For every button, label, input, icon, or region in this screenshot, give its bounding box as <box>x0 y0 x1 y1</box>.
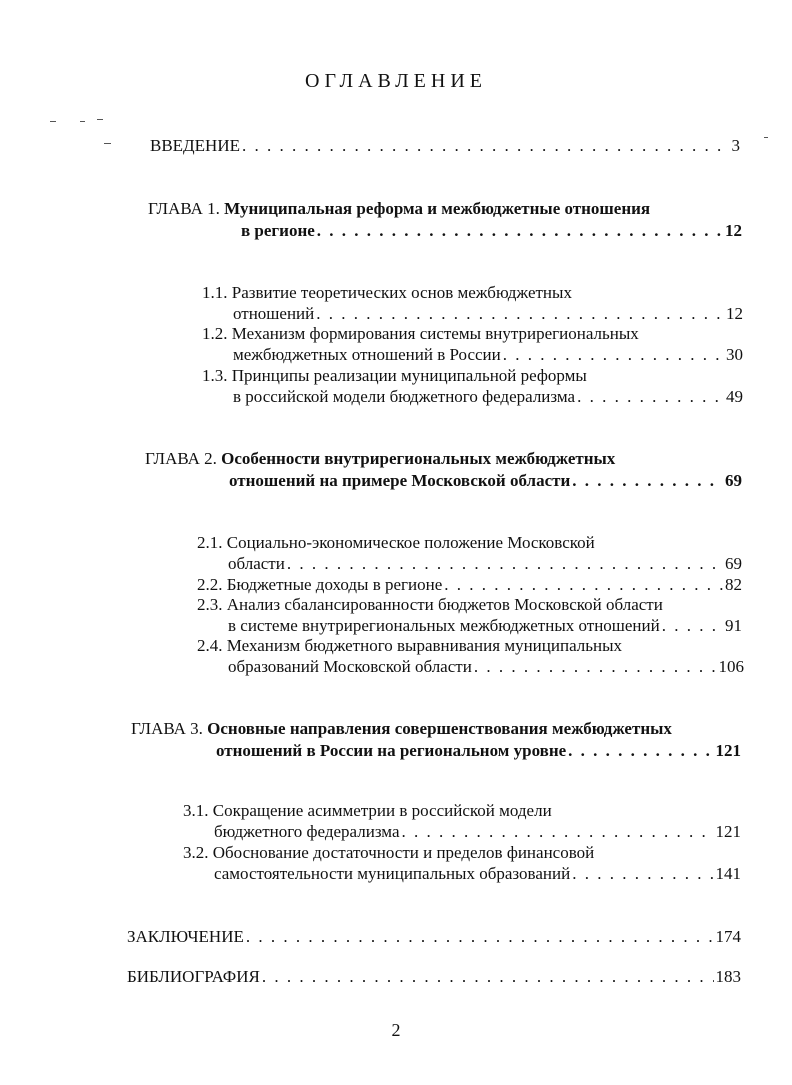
section-title: 2.2. Бюджетные доходы в регионе <box>197 575 443 594</box>
leader-dots <box>287 553 723 575</box>
scan-mark <box>50 121 56 122</box>
toc-entry-section-1-2[interactable] <box>233 344 743 366</box>
section-title-cont: бюджетного федерализма <box>214 822 400 841</box>
toc-entry-label: ВВЕДЕНИЕ <box>150 136 240 155</box>
leader-dots <box>568 740 713 762</box>
toc-entry-page: 3 <box>731 136 740 155</box>
toc-entry-section-2-4[interactable] <box>228 656 744 678</box>
leader-dots <box>577 386 724 408</box>
toc-entry-chapter-2[interactable] <box>229 470 742 492</box>
chapter-1-heading <box>148 198 650 220</box>
toc-entry-page: 69 <box>725 471 742 490</box>
toc-entry-page: 82 <box>725 575 742 594</box>
section-title: 1.3. Принципы реализации муниципальной реформы <box>202 366 587 385</box>
section-title-cont: в российской модели бюджетного федерализма <box>233 387 576 406</box>
leader-dots <box>572 470 723 492</box>
toc-entry-page: 183 <box>715 967 741 986</box>
toc-entry-page: 174 <box>715 927 741 946</box>
toc-entry-section-3-1[interactable] <box>214 821 741 843</box>
leader-dots <box>242 135 730 157</box>
page-number: 2 <box>391 1020 401 1040</box>
scan-mark <box>764 137 768 138</box>
toc-entry-section-2-2[interactable] <box>197 574 742 596</box>
toc-entry-section-1-3[interactable] <box>233 386 743 408</box>
toc-entry-page: 30 <box>726 345 743 364</box>
section-title: 3.1. Сокращение асимметрии в российской модели <box>183 801 552 820</box>
toc-entry-label: ЗАКЛЮЧЕНИЕ <box>127 927 244 946</box>
toc-entry-section-2-3[interactable] <box>228 615 742 637</box>
section-title: 2.1. Социально-экономическое положение Московской <box>197 533 595 552</box>
section-title-cont: межбюджетных отношений в России <box>233 345 501 364</box>
toc-entry-intro[interactable] <box>150 135 740 157</box>
chapter-prefix: ГЛАВА 1. <box>148 199 220 218</box>
leader-dots <box>402 821 714 843</box>
toc-entry-label: БИБЛИОГРАФИЯ <box>127 967 260 986</box>
chapter-title: Основные направления совершенствования межбюджетных <box>207 719 672 738</box>
section-title-cont: области <box>228 554 285 573</box>
toc-entry-page: 121 <box>715 822 741 841</box>
section-title: 1.2. Механизм формирования системы внутрирегиональных <box>202 324 639 343</box>
scan-mark <box>80 121 85 122</box>
chapter-title: Муниципальная реформа и межбюджетные отношения <box>224 199 651 218</box>
leader-dots <box>444 574 723 596</box>
leader-dots <box>262 966 714 988</box>
leader-dots <box>503 344 724 366</box>
leader-dots <box>662 615 723 637</box>
section-title: 3.2. Обоснование достаточности и пределов финансовой <box>183 843 595 862</box>
toc-entry-chapter-1[interactable] <box>241 220 742 242</box>
section-title: 1.1. Развитие теоретических основ межбюджетных <box>202 283 572 302</box>
leader-dots <box>572 863 713 885</box>
chapter-title: Особенности внутрирегиональных межбюджетных <box>221 449 616 468</box>
toc-entry-section-2-1[interactable] <box>228 553 742 575</box>
toc-entry-chapter-3[interactable] <box>216 740 741 762</box>
leader-dots <box>246 926 714 948</box>
section-title-cont: в системе внутрирегиональных межбюджетных отношений <box>228 616 660 635</box>
chapter-title-cont: в регионе <box>241 221 315 240</box>
toc-entry-bibliography[interactable] <box>127 966 741 988</box>
toc-entry-page: 91 <box>725 616 742 635</box>
scan-mark <box>97 119 103 120</box>
leader-dots <box>316 303 724 325</box>
scan-mark <box>104 143 111 144</box>
section-title: 2.4. Механизм бюджетного выравнивания муниципальных <box>197 636 623 655</box>
section-title-cont: самостоятельности муниципальных образований <box>214 864 571 883</box>
chapter-3-heading <box>131 718 672 740</box>
leader-dots <box>317 220 723 242</box>
toc-entry-page: 121 <box>715 741 741 760</box>
toc-title: ОГЛАВЛЕНИЕ <box>305 70 487 92</box>
section-title: 2.3. Анализ сбалансированности бюджетов Московской области <box>197 595 663 614</box>
chapter-2-heading <box>145 448 615 470</box>
section-title-cont: отношений <box>233 304 315 323</box>
toc-entry-section-1-1[interactable] <box>233 303 743 325</box>
toc-entry-page: 69 <box>725 554 742 573</box>
leader-dots <box>474 656 717 678</box>
chapter-title-cont: отношений на примере Московской области <box>229 471 571 490</box>
toc-entry-page: 12 <box>725 221 742 240</box>
chapter-title-cont: отношений в России на региональном уровне <box>216 741 567 760</box>
toc-entry-section-3-2[interactable] <box>214 863 741 885</box>
toc-entry-page: 141 <box>715 864 741 883</box>
toc-entry-page: 12 <box>726 304 743 323</box>
toc-entry-page: 49 <box>726 387 743 406</box>
chapter-prefix: ГЛАВА 3. <box>131 719 203 738</box>
chapter-prefix: ГЛАВА 2. <box>145 449 217 468</box>
toc-entry-conclusion[interactable] <box>127 926 741 948</box>
section-title-cont: образований Московской области <box>228 657 472 676</box>
toc-entry-page: 106 <box>718 657 744 676</box>
